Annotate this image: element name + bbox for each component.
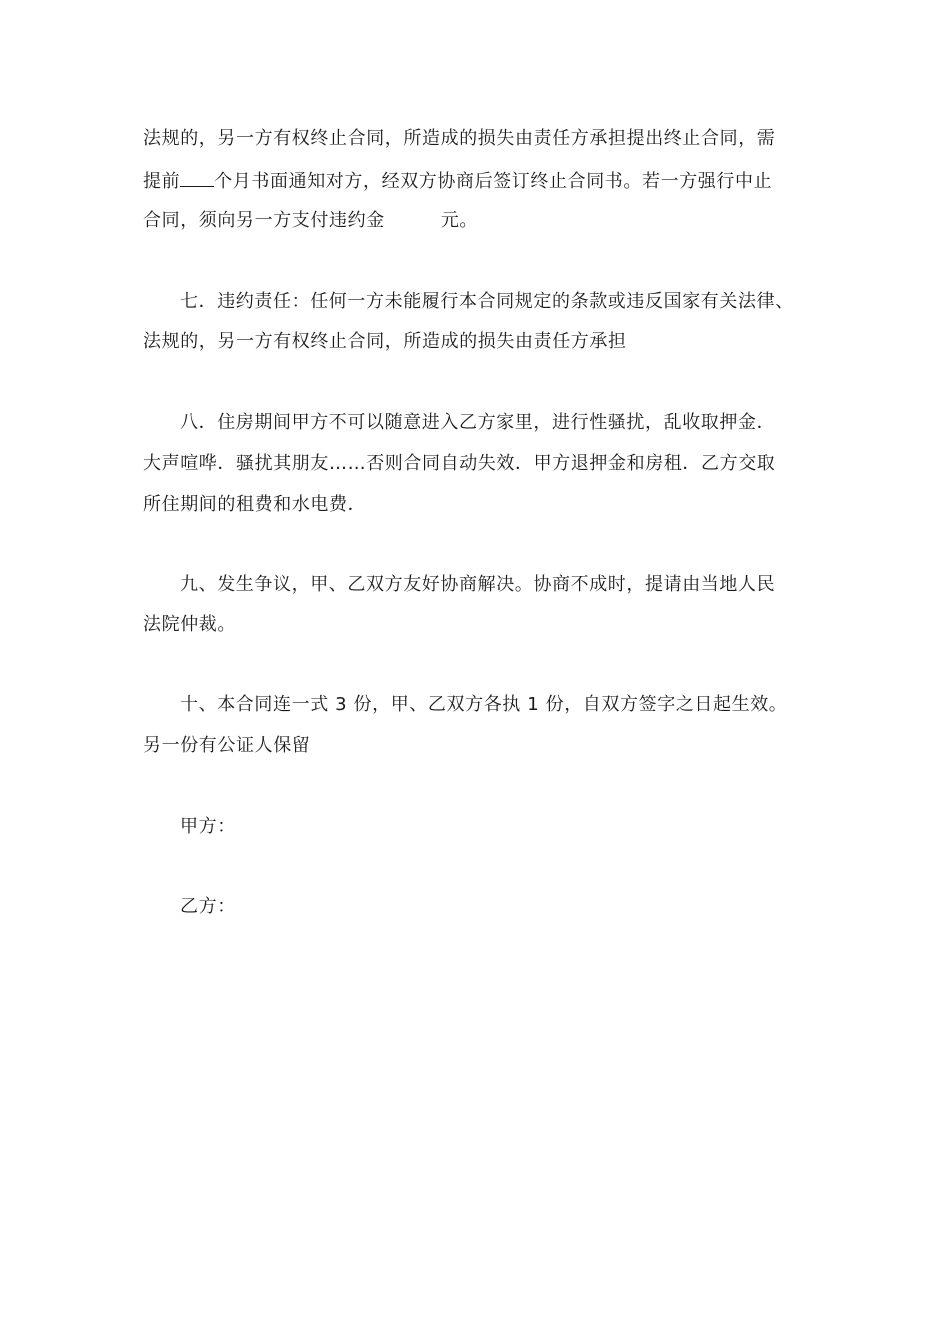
party-a-signature-label: 甲方： [180,816,236,837]
paragraph-10-line-1: 十、本合同连一式 3 份，甲、乙双方各执 1 份，自双方签字之日起生效。 [180,694,788,715]
paragraph-8-line-2: 大声喧哗．骚扰其朋友……否则合同自动失效．甲方退押金和房租．乙方交取 [143,453,776,474]
paragraph-9-line-2: 法院仲裁。 [143,614,236,635]
months-blank [180,168,214,187]
paragraph-7-line-2: 法规的，另一方有权终止合同，所造成的损失由责任方承担 [143,331,627,352]
paragraph-9-line-1: 九、发生争议，甲、乙双方友好协商解决。协商不成时，提请由当地人民 [180,574,776,595]
paragraph-7-line-1: 七．违约责任：任何一方未能履行本合同规定的条款或违反国家有关法律、 [180,291,794,312]
paragraph-6-line-3-pre: 合同，须向另一方支付违约金 [143,210,385,231]
paragraph-6-line-3 [143,209,478,233]
paragraph-6-line-1: 法规的，另一方有权终止合同，所造成的损失由责任方承担提出终止合同，需 [143,128,776,149]
paragraph-6-line-2-pre: 提前 [143,171,181,192]
paragraph-8-line-1: 八．住房期间甲方不可以随意进入乙方家里，进行性骚扰，乱收取押金． [180,412,776,433]
paragraph-8-line-3: 所住期间的租费和水电费． [143,494,367,515]
paragraph-6-line-3-post: 元。 [440,210,479,231]
paragraph-6-line-2-post: 个月书面通知对方，经双方协商后签订终止合同书。若一方强行中止 [214,171,773,192]
paragraph-6-line-2 [143,168,772,194]
paragraph-10-line-2: 另一份有公证人保留 [143,735,311,756]
party-b-signature-label: 乙方： [180,896,236,917]
